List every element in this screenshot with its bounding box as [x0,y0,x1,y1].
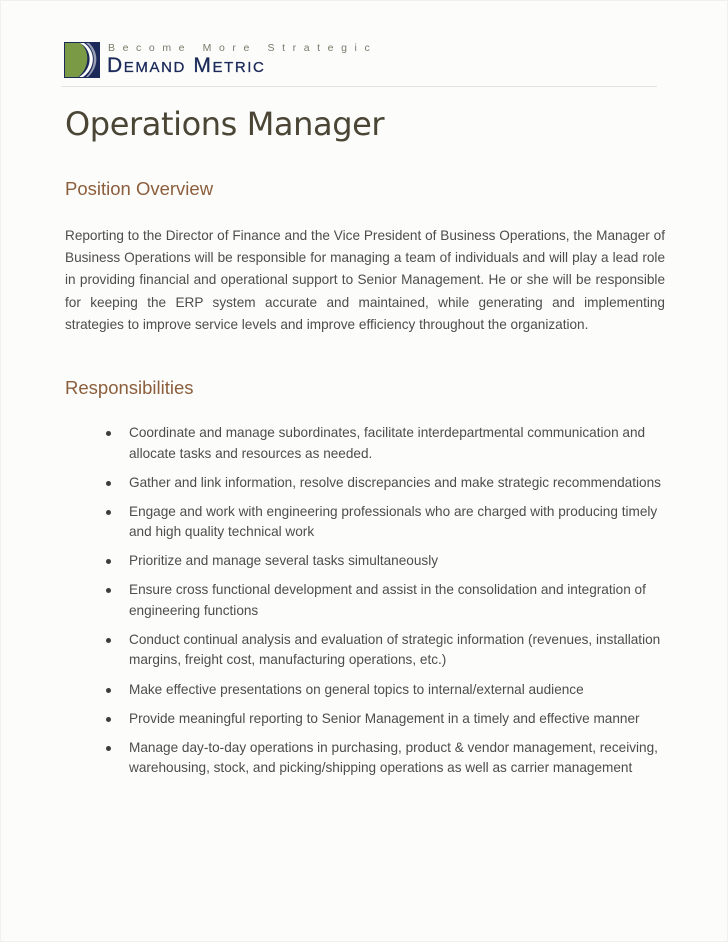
list-item [97,680,667,701]
bullet-icon [106,746,111,751]
list-item [97,738,667,779]
bullet-icon [106,481,111,486]
brand-logo [64,42,378,78]
bullet-icon [106,588,111,593]
bullet-icon [106,717,111,722]
list-item [97,709,667,730]
list-item-text: Manage day-to-day operations in purchasing, product & vendor management, receiving, warehousing, stock, and picking/shipping operations as well as carrier management [129,739,658,776]
list-item [97,551,667,572]
demand-metric-logo-icon [64,42,100,78]
bullet-icon [106,431,111,436]
list-item [97,630,667,671]
page-title: Operations Manager [65,105,385,143]
list-item-text: Engage and work with engineering professionals who are charged with producing timely and high quality technical work [129,503,658,540]
bullet-icon [106,638,111,643]
list-item-text: Prioritize and manage several tasks simultaneously [129,553,439,569]
list-item-text: Coordinate and manage subordinates, facilitate interdepartmental communication and allocate tasks and resources as needed. [129,425,646,461]
position-overview-text: Reporting to the Director of Finance and the Vice President of Business Operations, the Manager of Business Operations will be responsible for managing a team of individuals and will play a lead role in providing financial and operational support to Senior Management. He or she will be responsible for keeping the ERP system accurate and maintained, while generating and implementing strategies to improve service levels and improve efficiency throughout the organization. [65,228,665,332]
list-item-text: Ensure cross functional development and assist in the consolidation and integration of engineering functions [129,582,646,618]
logo-tagline: Become More Strategic [108,42,378,54]
bullet-icon [106,688,111,693]
bullet-icon [106,559,111,564]
responsibilities-list [97,423,667,787]
list-item-text: Gather and link information, resolve discrepancies and make strategic recommendations [129,474,661,490]
list-item-text: Make effective presentations on general topics to internal/external audience [129,681,584,697]
list-item-text: Provide meaningful reporting to Senior Management in a timely and effective manner [129,710,640,726]
bullet-icon [106,510,111,515]
list-item [97,423,667,464]
responsibilities-heading: Responsibilities [65,377,194,398]
list-item-text: Conduct continual analysis and evaluation of strategic information (revenues, installation margins, freight cost, manufacturing operations, etc.) [129,631,661,668]
header-divider [61,86,657,87]
position-overview-heading: Position Overview [65,178,214,199]
list-item [97,580,667,621]
logo-brand-name: Demand Metric [107,54,266,77]
list-item [97,502,667,543]
list-item [97,473,667,494]
